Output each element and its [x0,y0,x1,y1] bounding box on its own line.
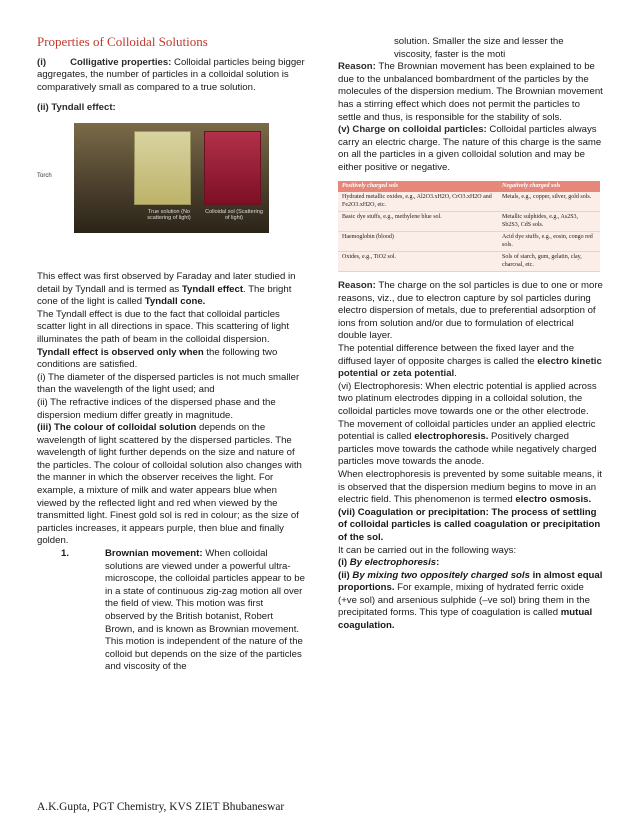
tyndall-cone-term: Tyndall cone. [144,296,206,308]
osmosis-term: electro osmosis. [515,494,592,506]
colligative-heading: Colligative properties: [70,56,172,68]
torch-label: Torch [37,172,52,179]
scatter-paragraph: The Tyndall effect is due to the fact that colloidal particles scatter light in all directions in space. This scattering of light illuminates the path of beam in the colloidal dispersion. [37,308,290,345]
method-1 [338,557,604,570]
tyndall-photo [37,123,269,233]
charged-sols-table [338,181,600,273]
brownian-text: When colloidal solutions are viewed under a powerful ultra-microscope, the colloidal particles appear to be in a state of continuous zig-zag motion all over the field of view. This motion was first observed by the British botanist, Robert Brown, and is known as Brownian movement. This motion is independent of the nature of the colloid but depends on the size of the particles and viscosity of the [105,548,305,673]
coagulation-heading: (vii) Coagulation or precipitation: The process of settling of colloidal particles is called coagulation or precipitation of the sol. [338,506,601,543]
colloidal-sol-beaker [204,131,261,205]
colour-text: depends on the wavelength of light scattered by the dispersed particles. The wavelength of light further depends on the size and nature of the particles. The colour of colloidal solution also changes with the manner in which the observer receives the light. For example, a mixture of milk and water appears blue when viewed by the reflected light and red when viewed by the transmitted light. Finest gold sol is red in colour; as the size of particles increases, it appears purple, then blue and finally golden. [37,422,302,547]
osmosis-paragraph [338,469,604,507]
reason-2-label: Reason: [338,280,376,292]
tyndall-heading: (ii) Tyndall effect: [37,102,116,114]
method-1-num: (i) [338,557,350,569]
zeta-term: electro kinetic potential or zeta potential [338,355,602,380]
method-1-term: By electrophoresis [349,557,437,569]
method-2-term: By mixing two oppositely charged sols [352,569,530,581]
brownian-continued: solution. Smaller the size and lesser the viscosity, faster is the moti [394,36,564,60]
condition-2: (ii) The refractive indices of the dispersed phase and the dispersion medium differ greatly in magnitude. [37,396,276,421]
osmosis-text: When electrophoresis is prevented by some suitable means, it is observed that the dispersion medium begins to move in an electric field. This phenomenon is termed [338,468,602,506]
faraday-paragraph [37,271,305,309]
zeta-paragraph [338,343,604,381]
electrophoresis-tail: Positively charged particles move towards the cathode while negatively charged particles move towards the anode. [338,431,597,468]
electrophoresis-term: electrophoresis. [414,431,489,443]
table-header-negative: Negatively charged sols [498,181,600,193]
table-row [338,252,600,272]
cone-text: . The bright cone of the light is called [37,283,292,308]
charge-paragraph [338,124,604,174]
colligative-paragraph [37,57,305,95]
section-number-1: (i) [37,56,47,68]
table-row [338,232,600,252]
page-title: Properties of Colloidal Solutions [37,34,208,49]
faraday-text: This effect was first observed by Faraday and later studied in detail by Tyndall and is termed as [37,270,296,295]
conditions-paragraph [37,347,305,372]
reason-2 [338,280,604,343]
left-column [37,36,305,674]
charge-heading: (v) Charge on colloidal particles: [338,124,487,136]
colloidal-sol-caption: Colloidal sol (Scattering of light) [205,208,263,222]
table-row [338,192,600,212]
zeta-end: . [454,368,457,380]
conditions-text: the following two conditions are satisfied. [37,346,278,371]
reason-1-text: The Brownian movement has been explained to be due to the unbalanced bombardment of the particles by the molecules of the dispersion medium. The Brownian movement has a stirring effect which does not permit the particles to settle and thus, is responsible for the stability of sols. [338,61,603,123]
page-footer: A.K.Gupta, PGT Chemistry, KVS ZIET Bhubaneswar [37,801,285,813]
zeta-text: The potential difference between the fixed layer and the diffused layer of opposite charges is called the [338,343,575,367]
true-solution-caption: True solution (No scattering of light) [147,208,191,222]
brownian-list-item [37,548,305,674]
method-2-proportions: in almost equal proportions. [338,569,603,594]
table-cell: Acid dye stuffs, e.g., eosin, congo red sols. [498,232,600,252]
reason-1 [338,61,604,124]
electrophoresis-text: (vi) Electrophoresis: When electric potential is applied across two platinum electrodes dipping in a colloidal solution, the colloidal particles move towards one or the other electrode. The movement of colloidal particles under an applied electric potential is called [338,380,597,443]
table-header-positive: Positively charged sols [338,181,498,193]
charge-text: Colloidal particles always carry an electric charge. The nature of this charge is the same on all the particles in a given colloidal solution and may be either positive or negative. [338,124,602,173]
colligative-text: Colloidal particles being bigger aggregates, the number of particles in a colloidal solution is comparatively small as compared to a true solution. [37,56,305,93]
true-solution-beaker [134,131,191,205]
colour-paragraph [37,422,305,548]
method-2-text: For example, mixing of hydrated ferric oxide (+ve sol) and arsenious sulphide (–ve sol) bring them in the precipitated forms. This type of coagulation is called [338,582,590,619]
reason-1-label: Reason: [338,61,376,73]
electrophoresis-paragraph [338,381,604,469]
condition-1: (i) The diameter of the dispersed particles is not much smaller than the wavelength of the light used; and [37,371,300,396]
table-cell: Sols of starch, gum, gelatin, clay, charcoal, etc. [498,252,600,272]
right-column [338,36,604,633]
list-number: 1. [61,548,70,560]
table-cell: Metals, e.g., copper, silver, gold sols. [498,192,600,212]
brownian-heading: Brownian movement: [105,548,203,560]
method-1-colon: : [436,557,440,569]
colour-lead: (iii) The colour of colloidal solution [37,422,197,434]
methods-intro: It can be carried out in the following ways: [338,544,517,556]
mutual-coagulation-term: mutual coagulation. [338,607,593,632]
method-2 [338,570,604,633]
tyndall-effect-term: Tyndall effect [181,283,244,295]
conditions-lead: Tyndall effect is observed only when [37,346,204,358]
table-cell: Oxides, e.g., TiO2 sol. [338,252,498,272]
table-cell: Hydrated metallic oxides, e.g., Al2O3.xH2O, CrO3.xH2O and Fe2O3.xH2O, etc. [338,192,498,212]
table-cell: Basic dye stuffs, e.g., methylene blue sol. [338,212,498,232]
reason-2-text: The charge on the sol particles is due to one or more reasons, viz., due to electron capture by sol particles during electro dispersion of metals, due to preferential adsorption of ions from solution and/or due to formulation of electrical double layer. [338,280,603,342]
method-2-num: (ii) [338,569,353,581]
table-row [338,212,600,232]
table-cell: Metallic sulphides, e.g., As2S3, Sb2S3, CdS sols. [498,212,600,232]
table-cell: Haemoglobin (blood) [338,232,498,252]
